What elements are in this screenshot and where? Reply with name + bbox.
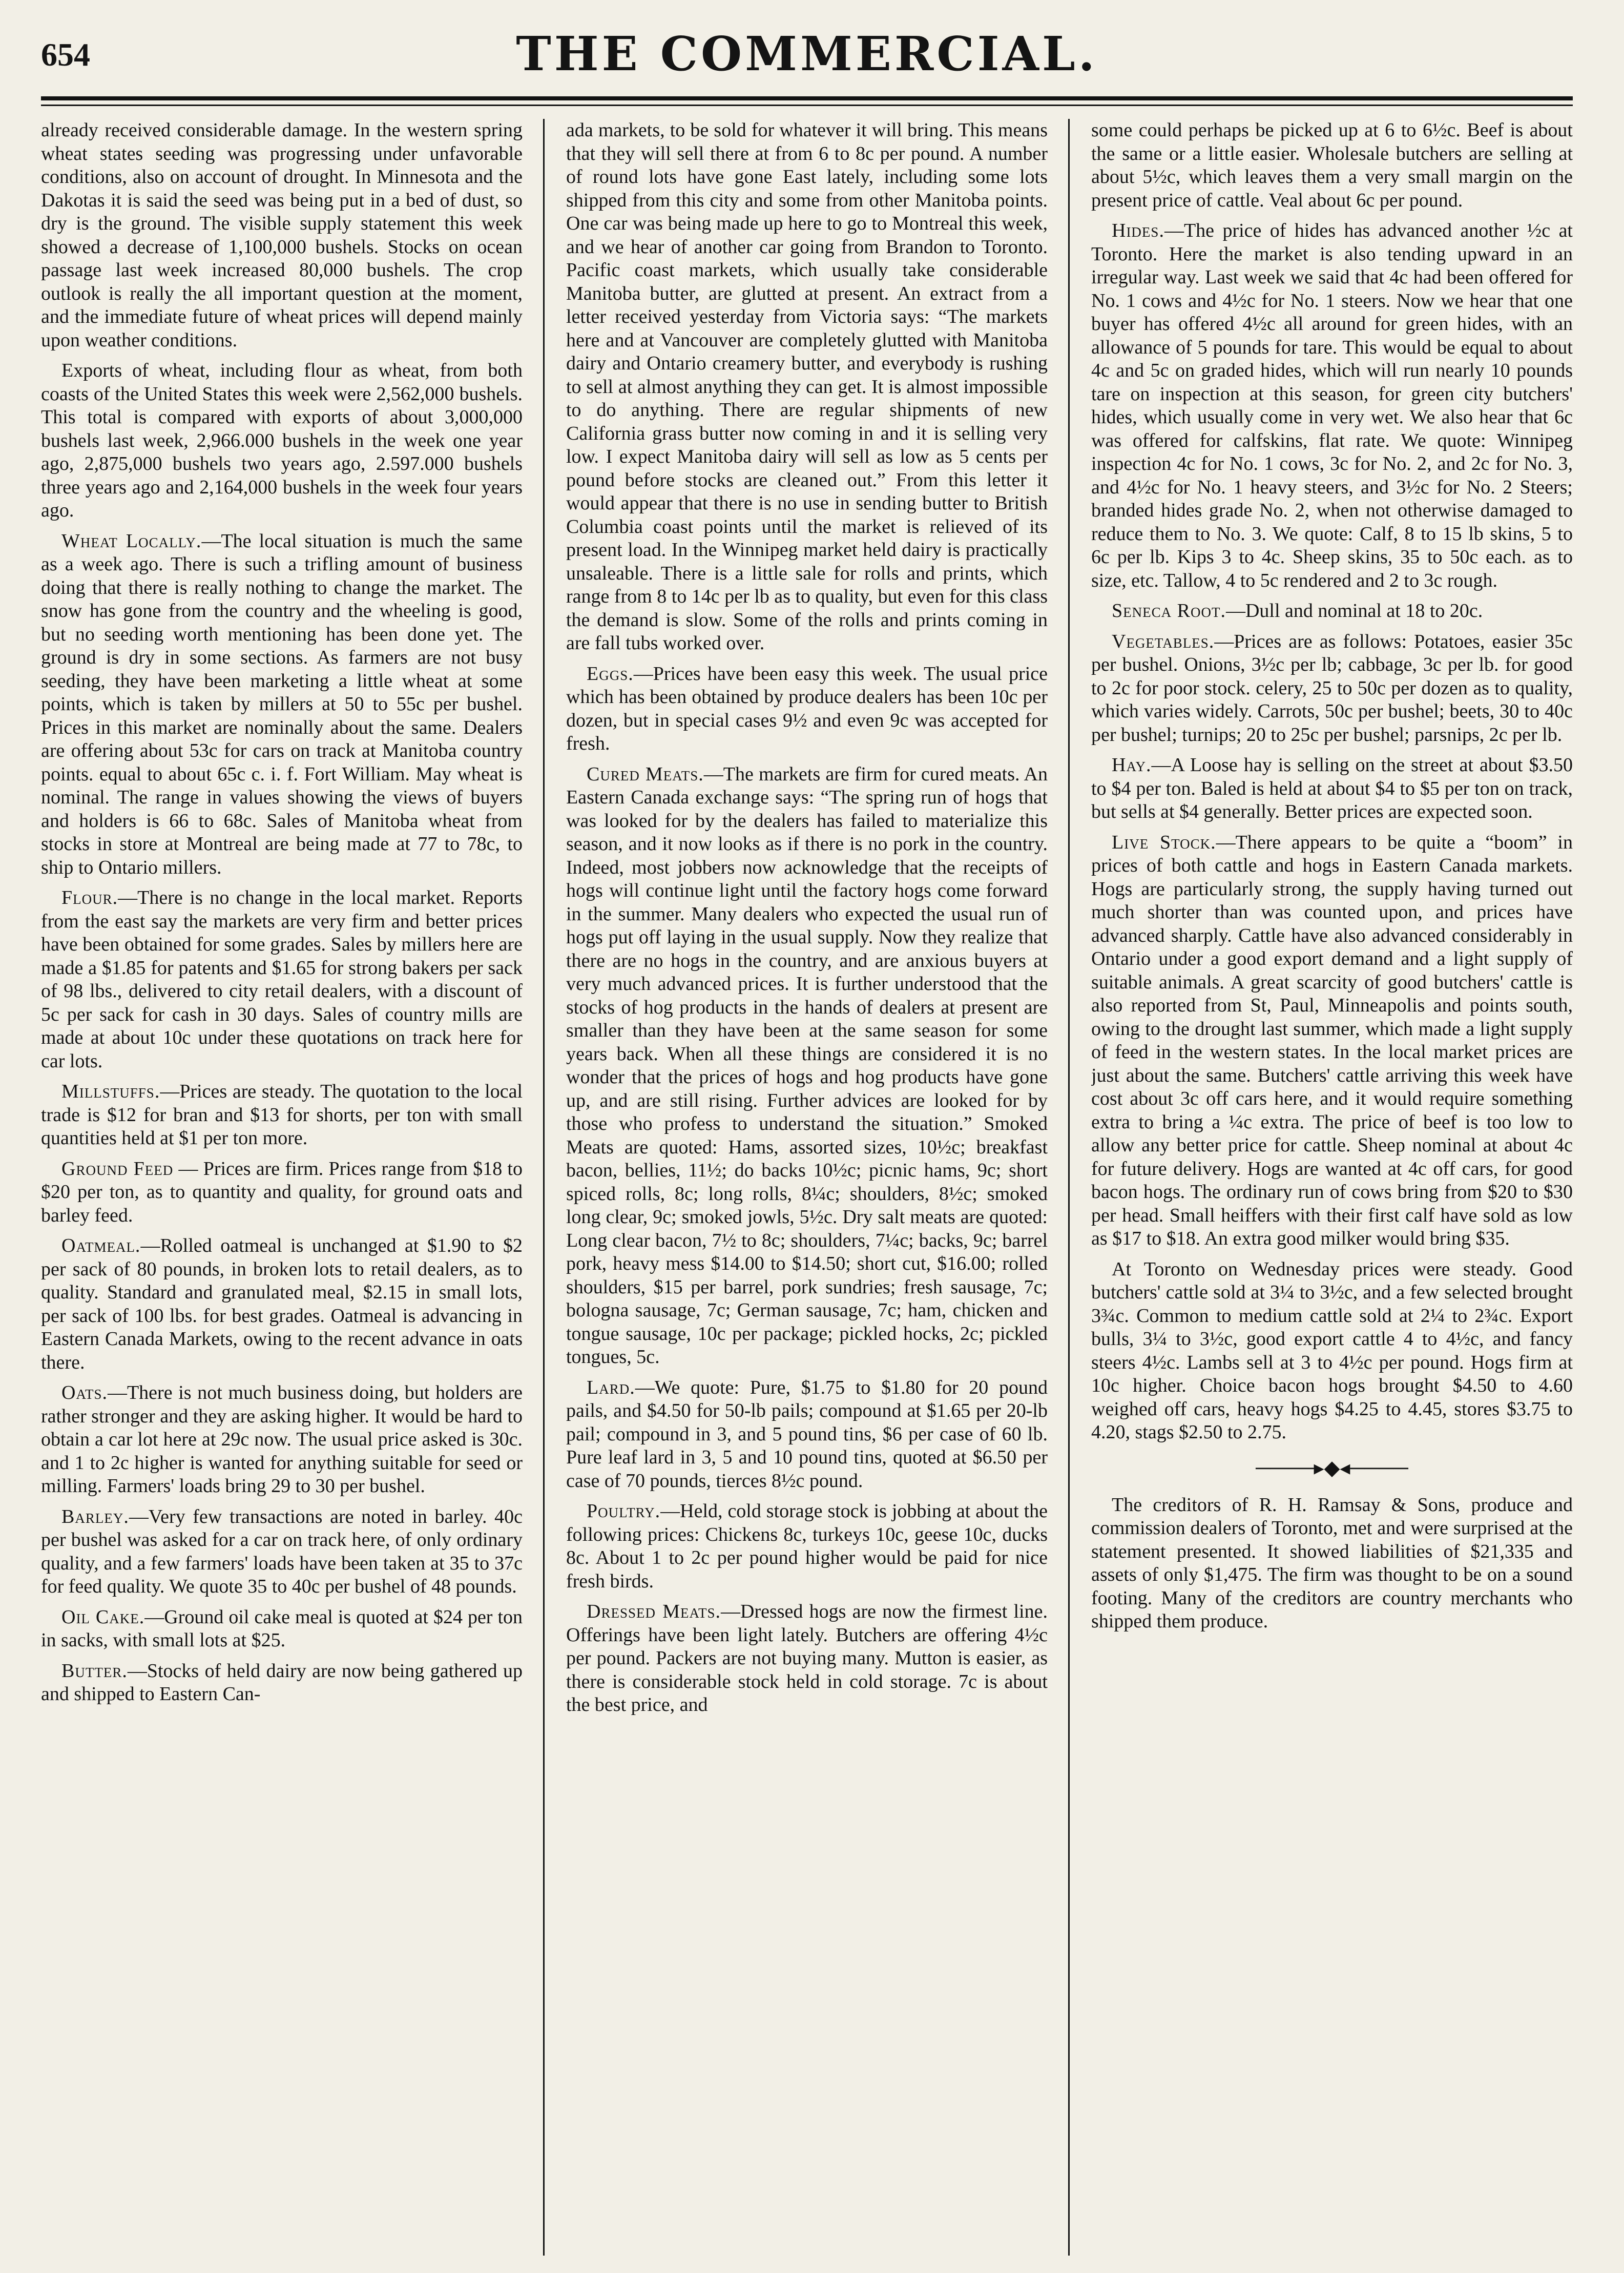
article-paragraph [1091,1494,1573,1634]
paragraph-heading: Cured Meats. [587,763,704,785]
paragraph-text: —The markets are firm for cured meats. An Eastern Canada exchange says: “The spring run of hogs that was looked for by the dealers has failed to materialize this season, and it now looks as if there is no pork in the country. Indeed, most jobbers now acknowledge that the receipts of hogs will continue light until the factory hogs come forward in the summer. Many dealers who expected the usual run of hogs put off laying in the usual supply. Now they realize that there are no hogs in the country, and are anxious buyers at very much advanced prices. It is further understood that the stocks of hog products in the hands of dealers at present are smaller than they have been at the same season for some years back. When all these things are considered it is no wonder that the prices of hogs and hog products have gone up, and are still rising. Further advices are looked for by those who profess to understand the situation.” Smoked Meats are quoted: Hams, assorted sizes, 10½c; breakfast bacon, bellies, 11½; do backs 10½c; picnic hams, 9c; short spiced rolls, 8c; long rolls, 8¼c; shoulders, 8½c; smoked long clear, 9c; smoked jowls, 5½c. Dry salt meats are quoted: Long clear bacon, 7½ to 8c; shoulders, 7¼c; backs, 9c; barrel pork, heavy mess $14.00 to $14.50; short cut, $16.00; rolled shoulders, $15 per barrel, pork sundries; fresh sausage, 7c; bologna sausage, 7c; German sausage, 7c; ham, chicken and tongue sausage, 10c per package; pickled hocks, 2c; pickled tongues, 5c. [566,763,1048,1368]
paragraph-heading: Poultry. [587,1500,661,1522]
article-paragraph [1091,754,1573,824]
paragraph-heading: Seneca Root. [1112,600,1226,622]
article-paragraph [566,1376,1048,1493]
paragraph-text: Exports of wheat, including flour as wheat, from both coasts of the United States this week were 2,562,000 bushels. This total is compared with exports of about 3,000,000 bushels last week, 2,966.000 bushels in the week one year ago, 2,875,000 bushels two years ago, 2.597.000 bushels three years ago and 2,164,000 bushels in the week four years ago. [41,360,523,521]
paragraph-text: —A Loose hay is selling on the street at about $3.50 to $4 per ton. Baled is held at about $4 to $5 per ton on track, but sells at $4 generally. Better prices are expected soon. [1091,754,1573,822]
paragraph-text: At Toronto on Wednesday prices were steady. Good butchers' cattle sold at 3¼ to 3½c, and a few selected brought 3¾c. Common to medium cattle sold at 2¼ to 2¾c. Export bulls, 3¼ to 3½c, good export cattle 4 to 4½c, and fancy steers 4½c. Lambs sell at 3 to 4½c per pound. Hogs firm at 10c higher. Choice bacon hogs brought $4.50 to 4.60 weighed off cars, heavy hogs $4.25 to 4.45, stores $3.75 to 4.20, stags $2.50 to 2.75. [1091,1258,1573,1443]
paragraph-heading: Live Stock. [1112,831,1216,853]
column-3 [1091,119,1573,2256]
paragraph-text: —Dull and nominal at 18 to 20c. [1225,600,1483,622]
column-divider [543,119,545,2256]
paragraph-heading: Barley. [61,1505,129,1527]
paragraph-heading: Wheat Locally. [61,530,202,552]
paragraph-text: —Prices are steady. The quotation to the local trade is $12 for bran and $13 for shorts, per ton with small quantities held at $1 per ton more. [41,1081,523,1149]
paragraph-heading: Lard. [587,1376,635,1398]
article-paragraph [41,1234,523,1374]
paragraph-heading: Hides. [1112,220,1164,241]
paragraph-text: —There appears to be quite a “boom” in prices of both cattle and hogs in Eastern Canada markets. Hogs are particularly strong, the supply having turned out much shorter than was counted upon, and prices have advanced sharply. Cattle have also advanced considerably in Ontario under a good export demand and a light supply of suitable animals. A great scarcity of good butchers' cattle is also reported from St, Paul, Minneapolis and points south, owing to the drought last summer, which made a light supply of feed in the western states. In the local market prices are just about the same. Butchers' cattle arriving this week have cost about 3c off cars here, and it would require something extra to bring a ¼c extra. The price of beef is too low to allow any better price for cattle. Sheep nominal at about 4c for future delivery. Hogs are wanted at 4c off cars, for good bacon hogs. The ordinary run of cows bring from $20 to $30 per head. Small heiffers with their first calf have sold as low as $17 to $18. An extra good milker would bring $35. [1091,831,1573,1249]
paragraph-heading: Vegetables. [1112,630,1215,652]
paragraph-text: The creditors of R. H. Ramsay & Sons, produce and commission dealers of Toronto, met and were surprised at the statement presented. It showed liabilities of $21,335 and assets of only $1,475. The firm was thought to be on a sound footing. Many of the creditors are country merchants who shipped them produce. [1091,1494,1573,1632]
paragraph-text: —There is no change in the local market. Reports from the east say the markets are very firm and better prices have been obtained for some grades. Sales by millers here are made a $1.85 for patents and $1.65 for strong bakers per sack of 98 lbs., delivered to city retail dealers, with a discount of 5c per sack for cash in 30 days. Sales of country mills are made at about 10c under these quotations on track here for car lots. [41,887,523,1072]
paragraph-heading: Millstuffs. [61,1081,160,1102]
masthead-title: THE COMMERCIAL. [516,26,1098,81]
article-paragraph [41,530,523,880]
article-paragraph [41,1606,523,1652]
paragraph-text: —Stocks of held dairy are now being gathered up and shipped to Eastern Can- [41,1660,523,1705]
page-number: 654 [41,36,90,73]
paragraph-heading: Oatmeal. [61,1235,141,1256]
paragraph-text: ada markets, to be sold for whatever it will bring. This means that they will sell there at from 6 to 8c per pound. A number of round lots have gone East lately, including some lots shipped from this city and some from other Manitoba points. One car was being made up here to go to Montreal this week, and we hear of another car going from Brandon to Toronto. Pacific coast markets, which usually take considerable Manitoba butter, are glutted at present. An extract from a letter received yesterday from Victoria says: “The markets here and at Vancouver are completely glutted with Manitoba dairy and Ontario creamery butter, and everybody is rushing to sell at almost anything they can get. It is almost impossible to do anything. There are regular shipments of new California grass butter now coming in and it is selling very low. I expect Manitoba dairy will sell as low as 5 cents per pound before stocks are cleaned out.” From this letter it would appear that there is no use in sending butter to British Columbia coast points until the market is relieved of its present load. In the Winnipeg market held dairy is practically unsaleable. There is a little sale for rolls and prints, which range from 8 to 14c per lb as to quality, but even for this class the demand is slow. Some of the rolls and prints coming in are fall tubs worked over. [566,119,1048,654]
paragraph-text: some could perhaps be picked up at 6 to 6½c. Beef is about the same or a little easier. Wholesale butchers are selling at about 5½c, which leaves them a very small margin on the present price of cattle. Veal about 6c per pound. [1091,119,1573,211]
header-rule-thin [41,105,1573,106]
paragraph-text: —Dressed hogs are now the firmest line. Offerings have been light lately. Butchers are offering 4½c per pound. Packers are not buying many. Mutton is easier, as there is considerable stock held in cold storage. 7c is about the best price, and [566,1601,1048,1716]
column-2 [566,119,1048,2256]
article-paragraph [566,119,1048,655]
section-ornament: ────▸◆◂──── [1256,1456,1408,1479]
paragraph-text: —The local situation is much the same as a week ago. There is such a trifling amount of business doing that there is really nothing to change the market. The snow has gone from the country and the wheeling is good, but no seeding worth mentioning has been done yet. The ground is dry in some sections. As farmers are not busy seeding, they have been marketing a little wheat at some points, which is taken by millers at 50 to 55c per bushel. Prices in this market are nominally about the same. Dealers are offering about 53c for cars on track at Manitoba country points. equal to about 65c c. i. f. Fort William. May wheat is nominal. The range in values showing the views of buyers and holders is 66 to 68c. Sales of Manitoba wheat from stocks in store at Montreal are being made at 77 to 78c, to ship to Ontario millers. [41,530,523,878]
paragraph-text: —Prices have been easy this week. The usual price which has been obtained by produce dealers has been 10c per dozen, but in special cases 9½ and even 9c was accepted for fresh. [566,663,1048,754]
column-1 [41,119,523,2256]
paragraph-heading: Oats. [61,1382,108,1403]
article-paragraph [1091,219,1573,592]
column-divider [1068,119,1070,2256]
article-paragraph [41,886,523,1073]
page-header [41,26,1573,82]
paragraph-heading: Dressed Meats. [587,1601,721,1622]
paragraph-heading: Butter. [61,1660,128,1682]
paragraph-heading: Hay. [1112,754,1152,776]
article-paragraph [566,1500,1048,1593]
paragraph-heading: Eggs. [587,663,634,685]
paragraph-text: —Held, cold storage stock is jobbing at about the following prices: Chickens 8c, turkeys 10c, geese 10c, ducks 8c. About 1 to 2c per pound higher would be paid for nice fresh birds. [566,1500,1048,1592]
paragraph-text: —We quote: Pure, $1.75 to $1.80 for 20 pound pails, and $4.50 for 50-lb pails; compound at $1.65 per 20-lb pail; compound in 3, and 5 pound tins, $6 per case of 60 lb. Pure leaf lard in 3, 5 and 10 pound tins, quoted at $6.50 per case of 70 pounds, tierces 8½c pound. [566,1376,1048,1492]
article-paragraph [41,1505,523,1599]
paragraph-text: —Very few transactions are noted in barley. 40c per bushel was asked for a car on track here, of only ordinary quality, and a few farmers' loads have been taken at 35 to 37c for feed quality. We quote 35 to 40c per bushel of 48 pounds. [41,1505,523,1597]
article-paragraph [566,763,1048,1369]
article-paragraph [41,119,523,352]
header-rule-thick [41,96,1573,100]
article-paragraph [566,663,1048,756]
article-paragraph [1091,119,1573,212]
paragraph-text: —The price of hides has advanced another ½c at Toronto. Here the market is also tending upward in an irregular way. Last week we said that 4c had been offered for No. 1 cows and 4½c for No. 1 steers. Now we hear that one buyer has offered 4½c all around for green hides, with an allowance of 5 pounds for tare. This would be equal to about 4c and 5c on graded hides, which will run nearly 10 pounds tare on inspection at this season, for green city butchers' hides, which usually come in very wet. We also hear that 6c was offered for calfskins, flat rate. We quote: Winnipeg inspection 4c for No. 1 cows, 3c for No. 2, and 2c for No. 3, and 4½c for No. 1 heavy steers, and 3½c for No. 2 Steers; branded hides grade No. 2, when not otherwise damaged to reduce them to No. 3. We quote: Calf, 8 to 15 lb skins, 5 to 6c per lb. Kips 3 to 4c. Sheep skins, 35 to 50c each. as to size, etc. Tallow, 4 to 5c rendered and 2 to 3c rough. [1091,220,1573,591]
paragraph-text: already received considerable damage. In the western spring wheat states seeding was progressing under unfavorable conditions, also on account of drought. In Minnesota and the Dakotas it is said the seed was being put in a bed of dust, so dry is the ground. The visible supply statement this week showed a decrease of 1,100,000 bushels. Stocks on ocean passage last week increased 80,000 bushels. The crop outlook is really the all important question at the moment, and the immediate future of wheat prices will depend mainly upon weather conditions. [41,119,523,351]
article-paragraph [41,1080,523,1150]
article-paragraph [566,1600,1048,1717]
paragraph-heading: Oil Cake. [61,1606,145,1628]
article-paragraph [41,1660,523,1706]
article-paragraph [41,1381,523,1498]
article-paragraph [41,359,523,523]
paragraph-text: —There is not much business doing, but holders are rather stronger and they are asking higher. It would be hard to obtain a car lot here at 29c now. The usual price asked is 30c. and 1 to 2c higher is wanted for anything suitable for seed or milling. Farmers' loads bring 29 to 30 per bushel. [41,1382,523,1497]
paragraph-heading: Flour. [61,887,118,908]
article-paragraph [41,1158,523,1228]
paragraph-text: —Rolled oatmeal is unchanged at $1.90 to $2 per sack of 80 pounds, in broken lots to retail dealers, as to quality. Standard and granulated meal, $2.15 in small lots, per sack of 100 lbs. for best grades. Oatmeal is advancing in Eastern Canada Markets, owing to the recent advance in oats there. [41,1235,523,1373]
article-paragraph [1091,831,1573,1251]
article-columns [41,119,1573,2256]
paragraph-heading: Ground Feed [61,1158,174,1180]
article-paragraph [1091,1258,1573,1444]
article-paragraph [1091,600,1573,623]
article-paragraph [1091,630,1573,747]
paragraph-text: — Prices are firm. Prices range from $18 to $20 per ton, as to quantity and quality, for ground oats and barley feed. [41,1158,523,1226]
paragraph-text: —Ground oil cake meal is quoted at $24 per ton in sacks, with small lots at $25. [41,1606,523,1651]
paragraph-text: —Prices are as follows: Potatoes, easier 35c per bushel. Onions, 3½c per lb; cabbage, 3c per lb. for good to 2c for poor stock. celery, 25 to 50c per dozen as to quality, which varies widely. Carrots, 50c per bushel; beets, 30 to 40c per bushel; turnips; 20 to 25c per bushel; parsnips, 2c per lb. [1091,630,1573,746]
